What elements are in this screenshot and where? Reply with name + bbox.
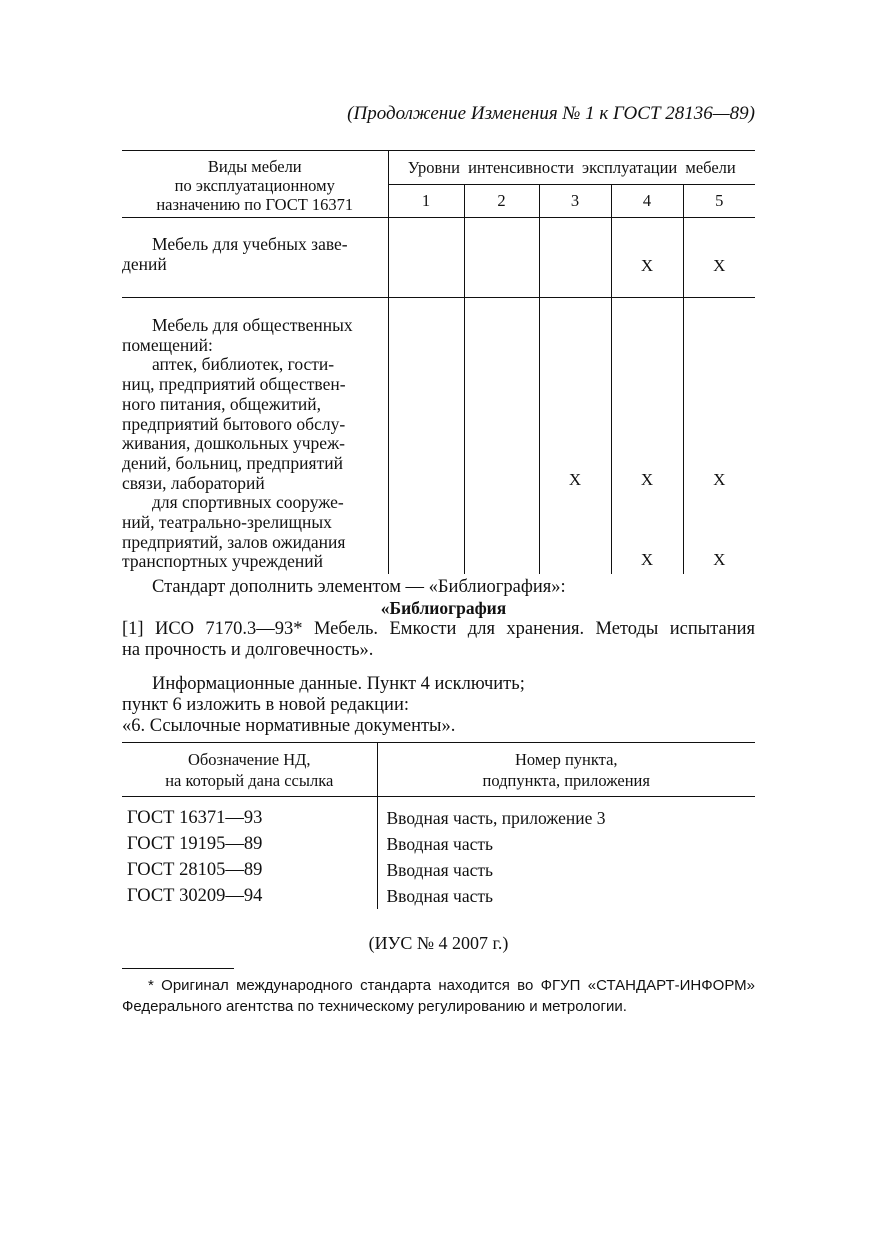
mark-cell (539, 298, 611, 575)
mark-x: X (713, 256, 726, 275)
info-data-paragraph (122, 674, 755, 737)
header-line: подпункта, приложения (482, 771, 650, 790)
continuation-header: (Продолжение Изменения № 1 к ГОСТ 28136—89) (347, 103, 755, 124)
mark-x: X (640, 550, 654, 569)
subrow-line: предприятий бытового обслу- (122, 413, 346, 434)
header-line: Номер пункта, (514, 750, 618, 769)
header-line: назначению по ГОСТ 16371 (156, 195, 354, 214)
header-line: Виды мебели (207, 157, 302, 176)
subrow-line: предприятий, залов ожидания (122, 531, 346, 552)
row-name-public-premises (122, 298, 388, 575)
row-name-line: помещений: (122, 334, 213, 355)
column-header-furniture-kind (122, 151, 388, 218)
mark-cell (611, 298, 683, 575)
mark-cell (683, 218, 755, 298)
ref-cell: Вводная часть (386, 886, 493, 906)
mark-cell (464, 298, 539, 575)
table-row (122, 857, 755, 883)
mark-cell (683, 298, 755, 575)
references-table (122, 742, 755, 909)
mark-x: X (568, 470, 582, 489)
table-row-educational (122, 218, 755, 298)
bibliography-entry-line: [1] ИСО 7170.3—93* Мебель. Емкости для хранения. Методы испытания (122, 619, 755, 639)
subrow-line: для спортивных сооруже- (152, 492, 344, 513)
ref-cell: Вводная часть, приложение 3 (386, 808, 606, 828)
ius-note: (ИУС № 4 2007 г.) (368, 933, 509, 953)
mark-x: X (640, 470, 654, 489)
subrow-line: ний, театрально-зрелищных (122, 512, 332, 533)
subrow-line: транспортных учреждений (122, 551, 323, 572)
subrow-line: ниц, предприятий обществен- (122, 374, 346, 395)
bibliography-title: «Библиография (380, 598, 507, 618)
mark-x: X (713, 550, 726, 569)
level-header-5: 5 (683, 185, 755, 218)
column-header-clause (377, 743, 755, 797)
furniture-intensity-table (122, 150, 755, 574)
column-header-levels: Уровни интенсивности эксплуатации мебели (388, 151, 755, 185)
subrow-line: ного питания, общежитий, (122, 393, 321, 414)
mark-cell (539, 218, 611, 298)
mark-x: X (640, 256, 654, 275)
level-header-4: 4 (611, 185, 683, 218)
mark-x: X (713, 470, 726, 489)
table-row (122, 831, 755, 857)
subrow-line: живания, дошкольных учреж- (122, 433, 345, 454)
subrow-line: аптек, библиотек, гости- (152, 354, 335, 375)
mark-cell (388, 218, 464, 298)
info-line: пункт 6 изложить в новой редакции: (122, 695, 410, 715)
footnote-rule (122, 968, 234, 969)
subrow-line: связи, лабораторий (122, 472, 265, 493)
level-header-3: 3 (539, 185, 611, 218)
bibliography-intro (122, 577, 755, 661)
level-header-1: 1 (388, 185, 464, 218)
mark-cell (611, 218, 683, 298)
header-line: по эксплуатационному (174, 176, 335, 195)
table-row (122, 883, 755, 909)
mark-cell (464, 218, 539, 298)
level-header-2: 2 (464, 185, 539, 218)
bibliography-entry-line: на прочность и долговечность». (122, 640, 374, 660)
row-name-line: Мебель для учебных заве- (152, 234, 348, 254)
row-name-line: дений (122, 253, 167, 274)
paragraph-text: Стандарт дополнить элементом — «Библиография»: (152, 577, 566, 597)
table-row (122, 805, 755, 831)
header-line: на который дана ссылка (165, 771, 334, 790)
row-name-educational (122, 218, 388, 298)
footnote: * Оригинал международного стандарта находится во ФГУП «СТАНДАРТ-ИНФОРМ» Федерального агентства по техническому регулированию и метрологии. (122, 977, 755, 1015)
table-row-public-premises (122, 298, 755, 575)
subrow-line: дений, больниц, предприятий (122, 452, 343, 473)
mark-cell (388, 298, 464, 575)
info-line: Информационные данные. Пункт 4 исключить; (152, 674, 525, 694)
spacer-cell (122, 797, 377, 806)
row-name-line: Мебель для общественных (152, 315, 353, 335)
info-line: «6. Ссылочные нормативные документы». (122, 716, 456, 736)
doc-cell: ГОСТ 16371—93 (122, 805, 377, 831)
column-header-document (122, 743, 377, 797)
header-line: Обозначение НД, (187, 750, 311, 769)
ref-cell: Вводная часть (386, 860, 493, 880)
doc-cell: ГОСТ 28105—89 (122, 857, 377, 883)
ref-cell: Вводная часть (386, 834, 493, 854)
spacer-cell (377, 797, 755, 806)
doc-cell: ГОСТ 19195—89 (122, 831, 377, 857)
doc-cell: ГОСТ 30209—94 (122, 883, 377, 909)
